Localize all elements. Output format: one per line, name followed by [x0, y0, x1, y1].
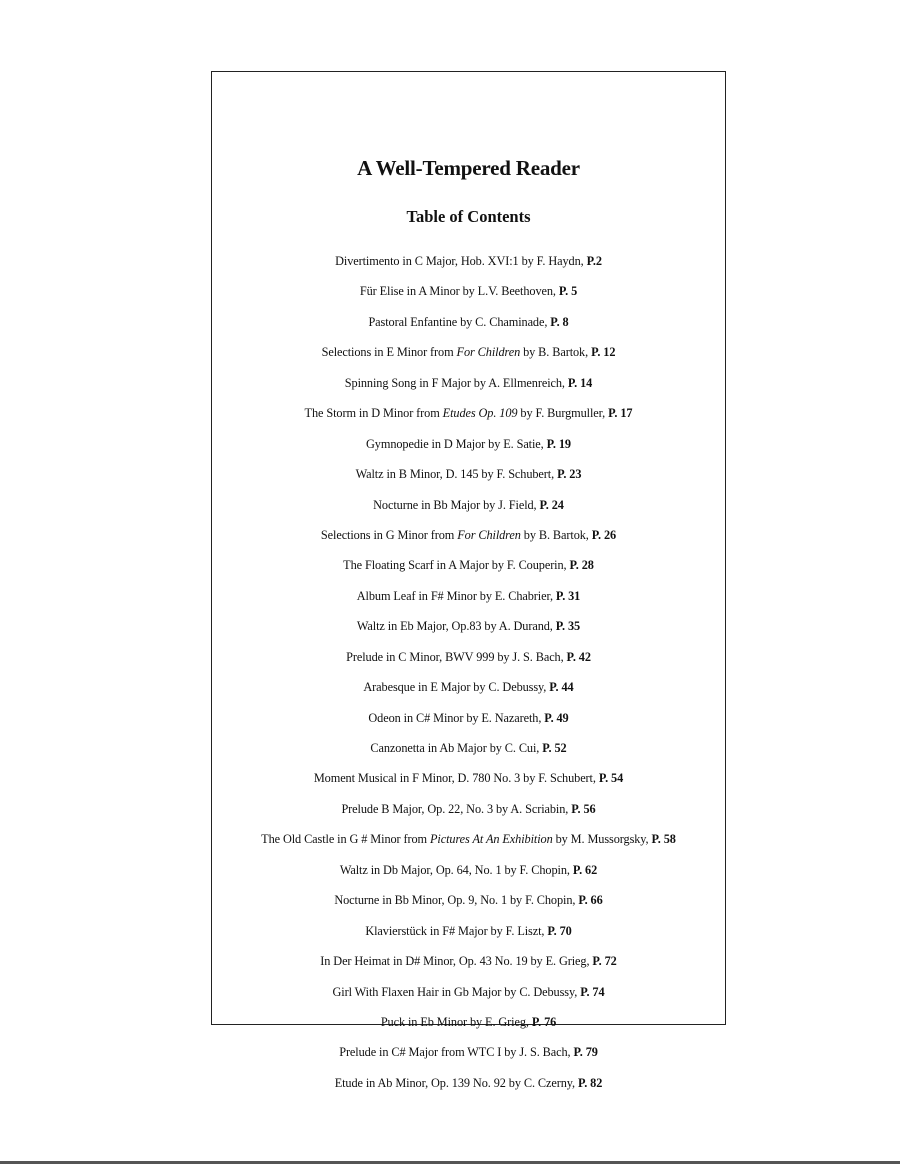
entry-page-number: P. 5 — [558, 284, 578, 299]
entry-page-number: P. 31 — [555, 588, 581, 603]
entry-text: Klavierstück in F# Major by F. Liszt, — [365, 923, 548, 938]
toc-entry — [212, 312, 725, 342]
entry-text: Puck in Eb Minor by E. Grieg, — [380, 1014, 532, 1029]
toc-entry — [212, 982, 725, 1012]
toc-entry — [212, 281, 725, 311]
toc-entry — [212, 829, 725, 859]
entry-page-number: P. 12 — [591, 345, 616, 360]
entry-italic-title: Pictures At An Exhibition — [430, 832, 553, 847]
toc-entry — [212, 921, 725, 951]
entry-page-number: P. 35 — [555, 619, 581, 634]
document-title: A Well-Tempered Reader — [357, 156, 580, 180]
entry-page-number: P. 74 — [580, 984, 605, 999]
entry-text: Selections in E Minor from — [321, 345, 457, 360]
entry-italic-title: Etudes Op. 109 — [442, 406, 518, 421]
entry-page-number: P. 14 — [567, 375, 593, 390]
toc-entry — [212, 1073, 725, 1103]
toc-entry — [212, 403, 725, 433]
toc-entry — [212, 616, 725, 646]
toc-list — [212, 251, 725, 1103]
toc-entry — [212, 1012, 725, 1042]
entry-text: Odeon in C# Minor by E. Nazareth, — [368, 710, 545, 725]
entry-text: Pastoral Enfantine by C. Chaminade, — [368, 314, 551, 329]
entry-text: Prelude B Major, Op. 22, No. 3 by A. Scriabin, — [341, 801, 572, 816]
entry-page-number: P. 49 — [544, 710, 569, 725]
entry-page-number: P. 70 — [547, 923, 572, 938]
entry-text: The Old Castle in G # Minor from — [261, 832, 430, 847]
toc-entry — [212, 251, 725, 281]
entry-page-number: P. 24 — [539, 497, 564, 512]
entry-text-after: by M. Mussorgsky, — [552, 832, 652, 847]
toc-entry — [212, 738, 725, 768]
entry-page-number: P. 26 — [591, 527, 617, 542]
toc-entry — [212, 647, 725, 677]
entry-text: The Storm in D Minor from — [304, 406, 443, 421]
entry-text: Canzonetta in Ab Major by C. Cui, — [370, 741, 543, 755]
entry-text: Waltz in B Minor, D. 145 by F. Schubert, — [355, 467, 558, 482]
entry-text: Nocturne in Bb Major by J. Field, — [373, 497, 540, 512]
toc-entry — [212, 890, 725, 920]
toc-page-frame — [211, 71, 726, 1090]
entry-text-after: by B. Bartok, — [520, 345, 592, 360]
entry-text: Arabesque in E Major by C. Debussy, — [363, 680, 550, 695]
entry-italic-title: For Children — [456, 345, 521, 360]
entry-page-number: P. 62 — [572, 862, 598, 877]
entry-text: Waltz in Db Major, Op. 64, No. 1 by F. Chopin, — [339, 862, 573, 877]
entry-page-number: P. 82 — [577, 1075, 603, 1090]
entry-page-number: P. 8 — [550, 314, 569, 329]
entry-text: Album Leaf in F# Minor by E. Chabrier, — [356, 588, 556, 603]
entry-text: Moment Musical in F Minor, D. 780 No. 3 by F. Schubert, — [313, 771, 599, 786]
entry-text: Prelude in C# Major from WTC I by J. S. Bach, — [339, 1045, 574, 1060]
entry-text-after: by F. Burgmuller, — [517, 406, 609, 421]
toc-entry — [212, 860, 725, 890]
entry-text: Girl With Flaxen Hair in Gb Major by C. Debussy, — [332, 984, 581, 999]
entry-page-number: P. 23 — [557, 467, 582, 482]
toc-entry — [212, 373, 725, 403]
entry-page-number: P. 79 — [573, 1045, 598, 1060]
entry-text: Nocturne in Bb Minor, Op. 9, No. 1 by F. Chopin, — [334, 893, 579, 908]
toc-entry — [212, 586, 725, 616]
entry-page-number: P. 52 — [542, 741, 567, 755]
toc-entry — [212, 525, 725, 555]
entry-text: Etude in Ab Minor, Op. 139 No. 92 by C. Czerny, — [334, 1075, 578, 1090]
entry-page-number: P. 76 — [531, 1014, 557, 1029]
toc-entry — [212, 768, 725, 798]
entry-page-number: P. 56 — [571, 801, 596, 816]
toc-entry — [212, 951, 725, 981]
entry-page-number: P. 42 — [566, 649, 591, 664]
toc-entry — [212, 799, 725, 829]
entry-text: Waltz in Eb Major, Op.83 by A. Durand, — [356, 619, 556, 634]
entry-page-number: P. 17 — [608, 406, 633, 421]
entry-text: Spinning Song in F Major by A. Ellmenreich, — [344, 375, 568, 390]
entry-text: Prelude in C Minor, BWV 999 by J. S. Bach, — [346, 649, 567, 664]
toc-entry — [212, 342, 725, 372]
entry-text: Selections in G Minor from — [320, 527, 458, 542]
entry-text: In Der Heimat in D# Minor, Op. 43 No. 19 by E. Grieg, — [320, 954, 593, 969]
entry-page-number: P. 44 — [549, 680, 574, 695]
entry-page-number: P. 66 — [578, 893, 603, 908]
entry-page-number: P. 19 — [546, 436, 571, 451]
toc-entry — [212, 464, 725, 494]
toc-entry — [212, 555, 725, 585]
toc-entry — [212, 708, 725, 738]
toc-entry — [212, 434, 725, 464]
toc-heading: Table of Contents — [406, 207, 531, 226]
entry-page-number: P. 72 — [592, 954, 617, 969]
toc-entry — [212, 677, 725, 707]
toc-entry — [212, 1042, 725, 1072]
entry-text: Gymnopedie in D Major by E. Satie, — [366, 436, 547, 451]
entry-page-number: P.2 — [586, 254, 602, 268]
entry-text: Für Elise in A Minor by L.V. Beethoven, — [359, 284, 559, 299]
entry-text-after: by B. Bartok, — [520, 527, 592, 542]
entry-page-number: P. 58 — [651, 832, 676, 847]
toc-entry — [212, 495, 725, 525]
entry-page-number: P. 54 — [598, 771, 624, 786]
entry-page-number: P. 28 — [569, 558, 594, 573]
entry-italic-title: For Children — [457, 527, 521, 542]
entry-text: Divertimento in C Major, Hob. XVI:1 by F. Haydn, — [335, 254, 587, 268]
entry-text: The Floating Scarf in A Major by F. Couperin, — [343, 558, 570, 573]
